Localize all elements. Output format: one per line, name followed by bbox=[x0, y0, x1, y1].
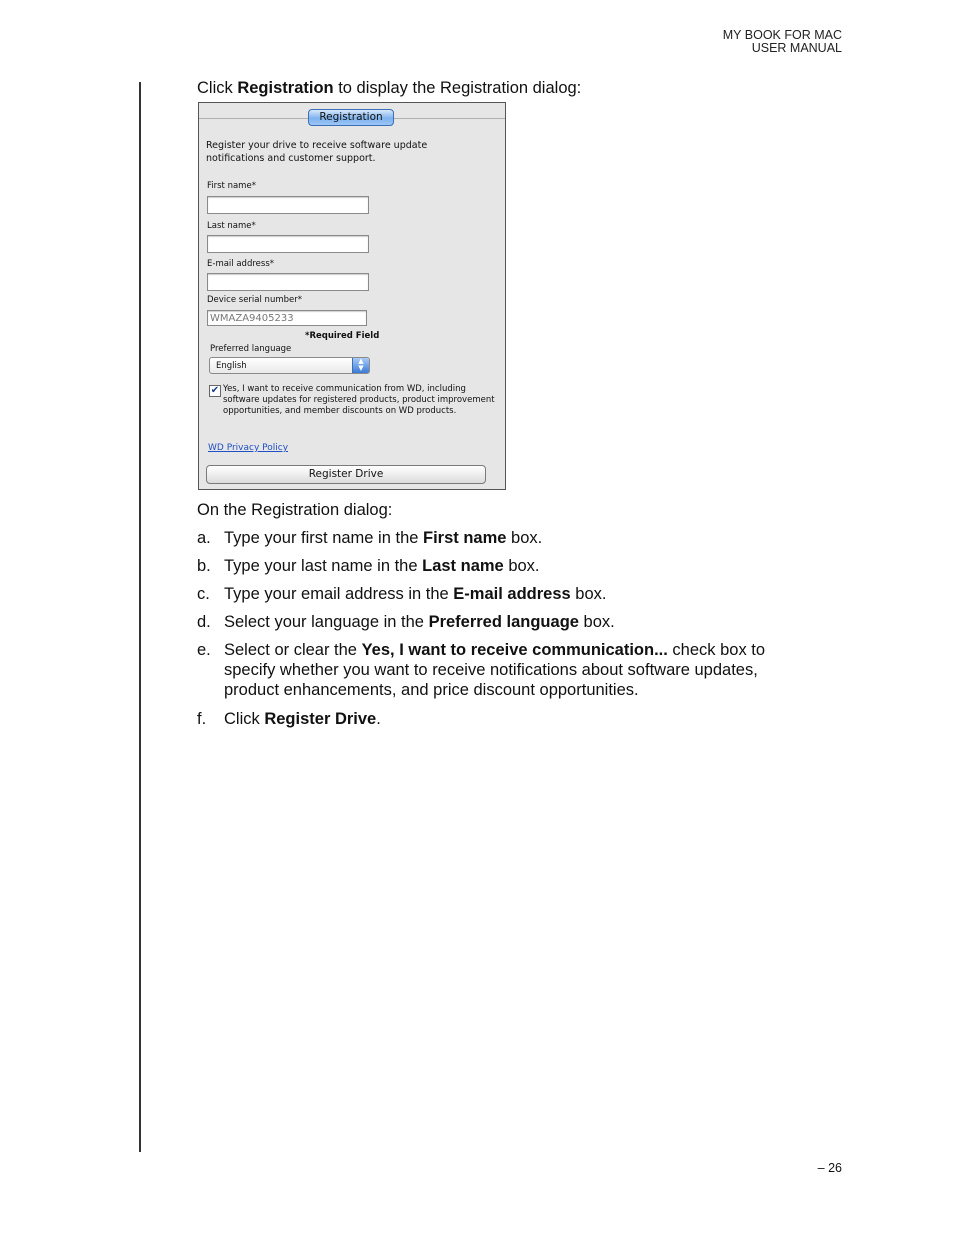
required-field-note: *Required Field bbox=[305, 331, 380, 341]
serial-number-field[interactable]: WMAZA9405233 bbox=[207, 310, 367, 326]
margin-rule bbox=[139, 82, 141, 1152]
header-title: MY BOOK FOR MAC bbox=[722, 28, 842, 42]
last-name-field[interactable] bbox=[207, 235, 369, 253]
privacy-policy-link[interactable]: WD Privacy Policy bbox=[208, 443, 289, 453]
consent-checkbox[interactable] bbox=[209, 385, 221, 397]
page-number: – 26 bbox=[817, 1161, 842, 1175]
list-item: f. Click Register Drive. bbox=[197, 710, 381, 728]
email-field[interactable] bbox=[207, 273, 369, 291]
select-arrows-icon: ▲ ▼ bbox=[352, 358, 369, 373]
checkmark-icon: ✔ bbox=[210, 385, 220, 396]
list-item: e. Select or clear the Yes, I want to receive communication... check box to specify whether you want to receive notifications about software updates, product enhancements, and price discount opportunities. bbox=[197, 641, 766, 699]
first-name-field[interactable] bbox=[207, 196, 369, 214]
consent-text: Yes, I want to receive communication from WD, including software updates for registered products, product improvement opportunities, and member discounts on WD products. bbox=[223, 384, 495, 416]
registration-dialog bbox=[198, 102, 506, 490]
header-subtitle: USER MANUAL bbox=[751, 41, 842, 55]
last-name-label: Last name* bbox=[207, 221, 256, 231]
running-header bbox=[723, 29, 842, 55]
language-select-value: English bbox=[216, 361, 247, 371]
list-item: b. Type your last name in the Last name box. bbox=[197, 557, 540, 575]
serial-label: Device serial number* bbox=[207, 295, 302, 305]
intro-bold: Registration bbox=[237, 79, 334, 97]
tab-registration[interactable]: Registration bbox=[308, 109, 394, 126]
instructions-lead: On the Registration dialog: bbox=[197, 501, 393, 519]
register-drive-button[interactable]: Register Drive bbox=[206, 465, 486, 484]
list-item: a. Type your first name in the First name box. bbox=[197, 529, 543, 547]
language-label: Preferred language bbox=[210, 344, 292, 354]
list-item: c. Type your email address in the E-mail address box. bbox=[197, 585, 607, 603]
language-select[interactable] bbox=[209, 357, 370, 374]
intro-text: Click Registration to display the Registration dialog: bbox=[197, 79, 582, 97]
email-label: E-mail address* bbox=[207, 259, 274, 269]
list-item: d. Select your language in the Preferred language box. bbox=[197, 613, 615, 631]
first-name-label: First name* bbox=[207, 181, 256, 191]
dialog-description: Register your drive to receive software update notifications and customer support. bbox=[206, 140, 428, 164]
